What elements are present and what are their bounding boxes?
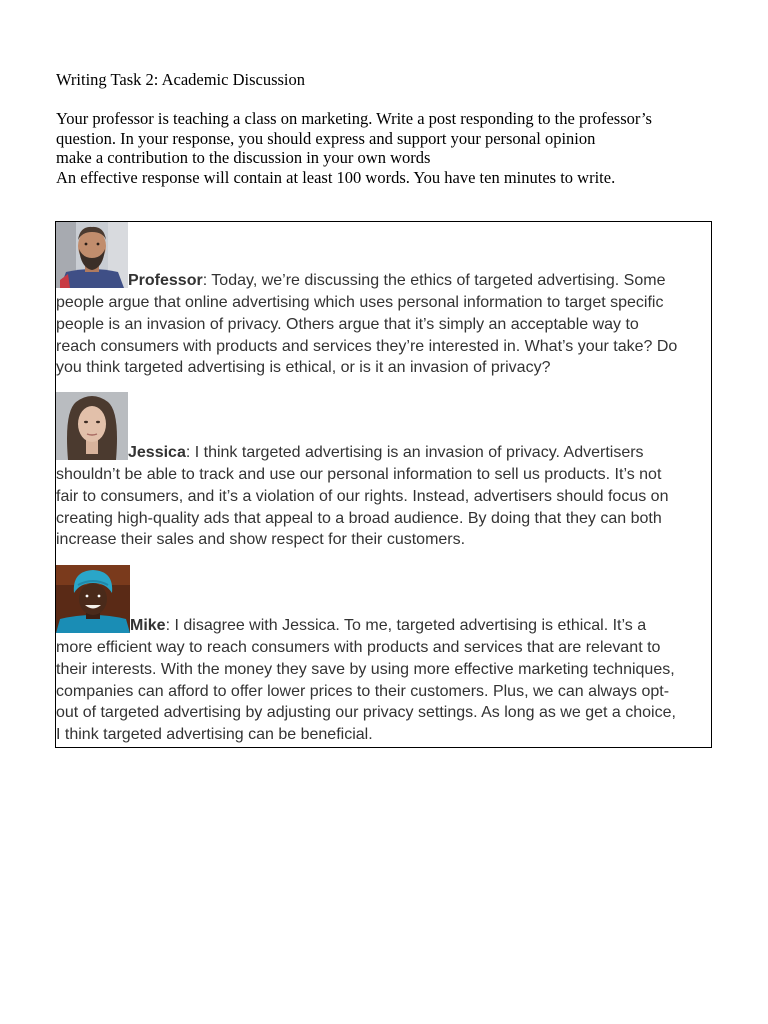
instruction-line: question. In your response, you should express and support your personal opinion <box>56 128 596 148</box>
instruction-line: make a contribution to the discussion in your own words <box>56 148 431 168</box>
speaker-name: Professor <box>128 272 203 290</box>
post-line: their interests. With the money they save by using more effective marketing techniques, <box>56 660 675 678</box>
discussion-box <box>55 221 712 748</box>
post-text: : Today, we’re discussing the ethics of targeted advertising. Some <box>202 272 666 290</box>
post-line: creating high-quality ads that appeal to a broad audience. By doing that they can both <box>56 509 662 527</box>
instruction-line: Your professor is teaching a class on marketing. Write a post responding to the professor’s <box>56 109 652 128</box>
speaker-name: Mike <box>130 617 166 635</box>
post-line: people argue that online advertising which uses personal information to target specific <box>56 294 664 311</box>
speaker-name: Jessica <box>128 444 186 462</box>
post-line: reach consumers with products and services they’re interested in. What’s your take? Do <box>56 337 678 355</box>
professor-portrait-photo-icon <box>56 222 128 288</box>
post-line: more efficient way to reach consumers with products and services that are relevant to <box>56 639 661 656</box>
task-instructions <box>56 109 726 187</box>
post-line: I think targeted advertising can be beneficial. <box>56 726 373 744</box>
post-line: fair to consumers, and it’s a violation of our rights. Instead, advertisers should focus on <box>56 487 669 505</box>
post-first-line <box>56 222 711 292</box>
post-line: companies can afford to offer lower prices to their customers. Plus, we can always opt- <box>56 682 670 700</box>
task-title: Writing Task 2: Academic Discussion <box>56 70 306 89</box>
post-text: : I think targeted advertising is an invasion of privacy. Advertisers <box>185 444 644 462</box>
post-mike <box>56 565 711 746</box>
post-first-line <box>56 392 711 464</box>
post-professor <box>56 222 711 379</box>
post-line: out of targeted advertising by adjusting our privacy settings. As long as we get a choice, <box>56 704 676 722</box>
mike-portrait-photo-icon <box>56 565 130 633</box>
post-first-line <box>56 565 711 637</box>
instruction-line: An effective response will contain at least 100 words. You have ten minutes to write. <box>56 167 616 187</box>
jessica-portrait-photo-icon <box>56 392 128 460</box>
post-text: : I disagree with Jessica. To me, targeted advertising is ethical. It’s a <box>165 617 647 635</box>
post-line: shouldn’t be able to track and use our personal information to sell us products. It’s not <box>56 466 662 483</box>
post-line: people is an invasion of privacy. Others argue that it’s simply an acceptable way to <box>56 315 639 333</box>
post-line: increase their sales and show respect for their customers. <box>56 531 466 549</box>
post-jessica <box>56 392 711 551</box>
post-line: you think targeted advertising is ethical, or is it an invasion of privacy? <box>56 359 551 377</box>
